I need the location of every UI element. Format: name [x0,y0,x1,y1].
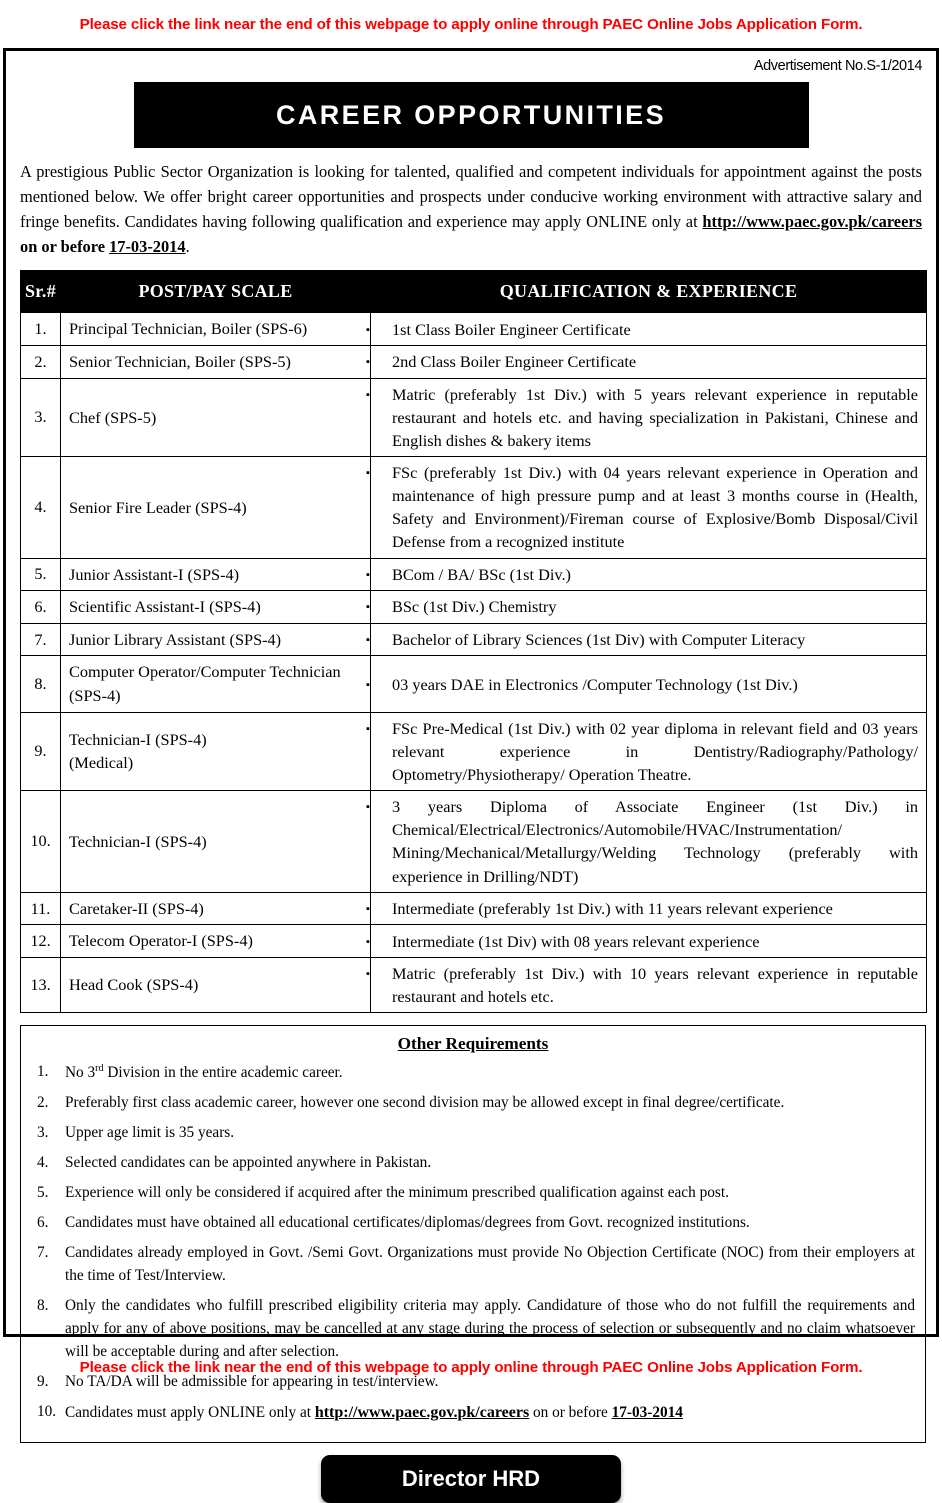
cell-qualification [366,313,927,346]
column-header-qualification: QUALIFICATION & EXPERIENCE [371,271,927,313]
cell-sr: 10. [21,791,61,893]
advertisement-number: Advertisement No.S-1/2014 [753,58,922,74]
qualification-text: Matric (preferably 1st Div.) with 5 years relevant experience in reputable restaurant and hotels etc. and having specialization in Pakistani, Chinese and English dishes & bakery items [392,384,918,450]
requirement-item: Candidates already employed in Govt. /Semi Govt. Organizations must provide No Objection Certificate (NOC) from their employers at the time of Test/Interview. [65,1243,915,1284]
bottom-notice-banner: Please click the link near the end of this webpage to apply online through PAEC Online Jobs Application Form. [79,1359,863,1376]
cell-qualification [366,591,927,624]
table-row [21,623,927,656]
requirement-item: Selected candidates can be appointed anywhere in Pakistan. [65,1154,432,1172]
cell-post: Chef (SPS-5) [61,378,371,456]
qualification-text: 1st Class Boiler Engineer Certificate [392,319,631,339]
square-bullet-icon: ▪ [366,967,370,980]
intro-text-part1: A prestigious Public Sector Organization is looking for talented, qualified and competent individuals for appointment against the posts mentioned below. We offer bright career opportunities and prospects under conducive working environment with attractive salary and fringe benefits. Candidates having following qualification and experience may apply ONLINE only at [20,162,922,232]
cell-post: Junior Library Assistant (SPS-4) [61,623,371,656]
cell-post: Technician-I (SPS-4) [61,791,371,893]
table-header-row [21,271,927,313]
cell-qualification [366,378,927,456]
cell-sr: 5. [21,558,61,591]
cell-sr: 9. [21,712,61,790]
cell-post: Computer Operator/Computer Technician (SPS-4) [61,656,371,712]
cell-sr: 2. [21,346,61,379]
requirement-item: Experience will only be considered if acquired after the minimum prescribed qualification against each post. [65,1184,729,1202]
table-row [21,712,927,790]
career-opportunities-title: CAREER OPPORTUNITIES [134,82,809,148]
table-row [21,346,927,379]
posts-table [20,270,927,1013]
table-row [21,656,927,712]
cell-post: Principal Technician, Boiler (SPS-6) [61,313,371,346]
cell-qualification [366,957,927,1012]
cell-post: Scientific Assistant-I (SPS-4) [61,591,371,624]
square-bullet-icon: ▪ [366,935,370,948]
qualification-text: Bachelor of Library Sciences (1st Div) with Computer Literacy [392,630,806,650]
cell-sr: 1. [21,313,61,346]
requirement-item: No TA/DA will be admissible for appearing in test/interview. [65,1372,439,1390]
qualification-text: Matric (preferably 1st Div.) with 10 years relevant experience in reputable restaurant and hotels etc. [392,963,918,1007]
square-bullet-icon: ▪ [366,356,370,369]
qualification-text: Intermediate (1st Div) with 08 years relevant experience [392,931,760,951]
director-hrd-button[interactable]: Director HRD [321,1455,621,1503]
table-row [21,957,927,1012]
cell-sr: 8. [21,656,61,712]
square-bullet-icon: ▪ [366,902,370,915]
qualification-text: FSc Pre-Medical (1st Div.) with 02 year diploma in relevant field and 03 years relevant experience in Dentistry/Radiography/Pathology/ Optometry/Physiotherapy/ Operation Theatre. [392,718,918,785]
cell-qualification [366,457,927,559]
qualification-text: Intermediate (preferably 1st Div.) with 11 years relevant experience [392,898,833,918]
cell-qualification [366,791,927,893]
square-bullet-icon: ▪ [366,634,370,647]
ordinal-superscript: rd [95,1063,104,1075]
square-bullet-icon: ▪ [366,678,370,691]
other-requirements-box [20,1025,926,1442]
column-header-sr: Sr.# [21,271,61,313]
cell-post: Senior Technician, Boiler (SPS-5) [61,346,371,379]
table-row [21,925,927,958]
requirement-item: No 3rd Division in the entire academic career. [65,1063,343,1082]
column-header-post: POST/PAY SCALE [61,271,371,313]
qualification-text: BSc (1st Div.) Chemistry [392,597,557,617]
table-row [21,591,927,624]
posts-table-head [21,271,927,313]
qualification-text: 3 years Diploma of Associate Engineer (1st Div.) in Chemical/Electrical/Electronics/Automobile/HVAC/Instrumentation/ Mining/Mechanical/Metallurgy/Welding Technology (preferably with experience in Drilling/NDT) [392,797,918,886]
square-bullet-icon: ▪ [366,323,370,336]
cell-qualification [366,623,927,656]
cell-post: Caretaker-II (SPS-4) [61,892,371,925]
square-bullet-icon: ▪ [366,722,370,735]
square-bullet-icon: ▪ [366,801,370,814]
requirement-item: Preferably first class academic career, however one second division may be allowed except in final degree/certificate. [65,1094,785,1112]
cell-sr: 13. [21,957,61,1012]
requirement-item: Candidates must have obtained all educational certificates/diplomas/degrees from Govt. recognized institutions. [65,1214,750,1232]
intro-text-part2: on or before [20,237,110,257]
intro-text-part3: . [185,237,190,257]
cell-post: Technician-I (SPS-4) (Medical) [61,712,371,790]
cell-post: Head Cook (SPS-4) [61,957,371,1012]
cell-post: Junior Assistant-I (SPS-4) [61,558,371,591]
qualification-text: 03 years DAE in Electronics /Computer Technology (1st Div.) [392,674,798,694]
paec-careers-link[interactable]: http://www.paec.gov.pk/careers [314,1403,530,1421]
deadline-date: 17-03-2014 [611,1403,683,1421]
cell-qualification [366,712,927,790]
cell-sr: 3. [21,378,61,456]
cell-qualification [366,892,927,925]
cell-sr: 6. [21,591,61,624]
cell-qualification [366,925,927,958]
cell-sr: 11. [21,892,61,925]
table-row [21,378,927,456]
square-bullet-icon: ▪ [366,568,370,581]
cell-post: Senior Fire Leader (SPS-4) [61,457,371,559]
cell-sr: 4. [21,457,61,559]
paec-careers-link[interactable]: http://www.paec.gov.pk/careers [702,212,922,232]
cell-sr: 12. [21,925,61,958]
requirement-item: Only the candidates who fulfill prescribed eligibility criteria may apply. Candidature of those who do not fulfill the requirements and apply for any of above positions, may be cancelled at any stage during the process of selection or subsequently and no claim whatsoever will be acceptable during and after selection. [65,1296,915,1360]
table-row [21,558,927,591]
director-button-wrap [18,1455,924,1503]
table-row [21,313,927,346]
cell-qualification [366,346,927,379]
table-row [21,791,927,893]
square-bullet-icon: ▪ [366,467,370,480]
qualification-text: BCom / BA/ BSc (1st Div.) [392,564,571,584]
cell-qualification [366,558,927,591]
intro-paragraph [20,159,922,259]
posts-table-body [21,313,927,1013]
square-bullet-icon: ▪ [366,388,370,401]
table-row [21,457,927,559]
other-requirements-title: Other Requirements [397,1034,549,1054]
qualification-text: FSc (preferably 1st Div.) with 04 years relevant experience in Operation and maintenance of high pressure pump and at least 3 months course in (Health, Safety and Environment)/Fireman course of Explosive/Bomb Disposal/Civil Defense from a recognized institute [392,463,918,552]
top-notice-banner: Please click the link near the end of this webpage to apply online through PAEC Online Jobs Application Form. [79,16,863,33]
cell-qualification [366,656,927,712]
requirement-item: Candidates must apply ONLINE only at http://www.paec.gov.pk/careers on or before 17-03-2014 [65,1403,683,1421]
square-bullet-icon: ▪ [366,601,370,614]
intro-deadline-date: 17-03-2014 [109,237,186,257]
requirement-item: Upper age limit is 35 years. [65,1124,235,1142]
table-row [21,892,927,925]
qualification-text: 2nd Class Boiler Engineer Certificate [392,352,637,372]
cell-sr: 7. [21,623,61,656]
cell-post: Telecom Operator-I (SPS-4) [61,925,371,958]
